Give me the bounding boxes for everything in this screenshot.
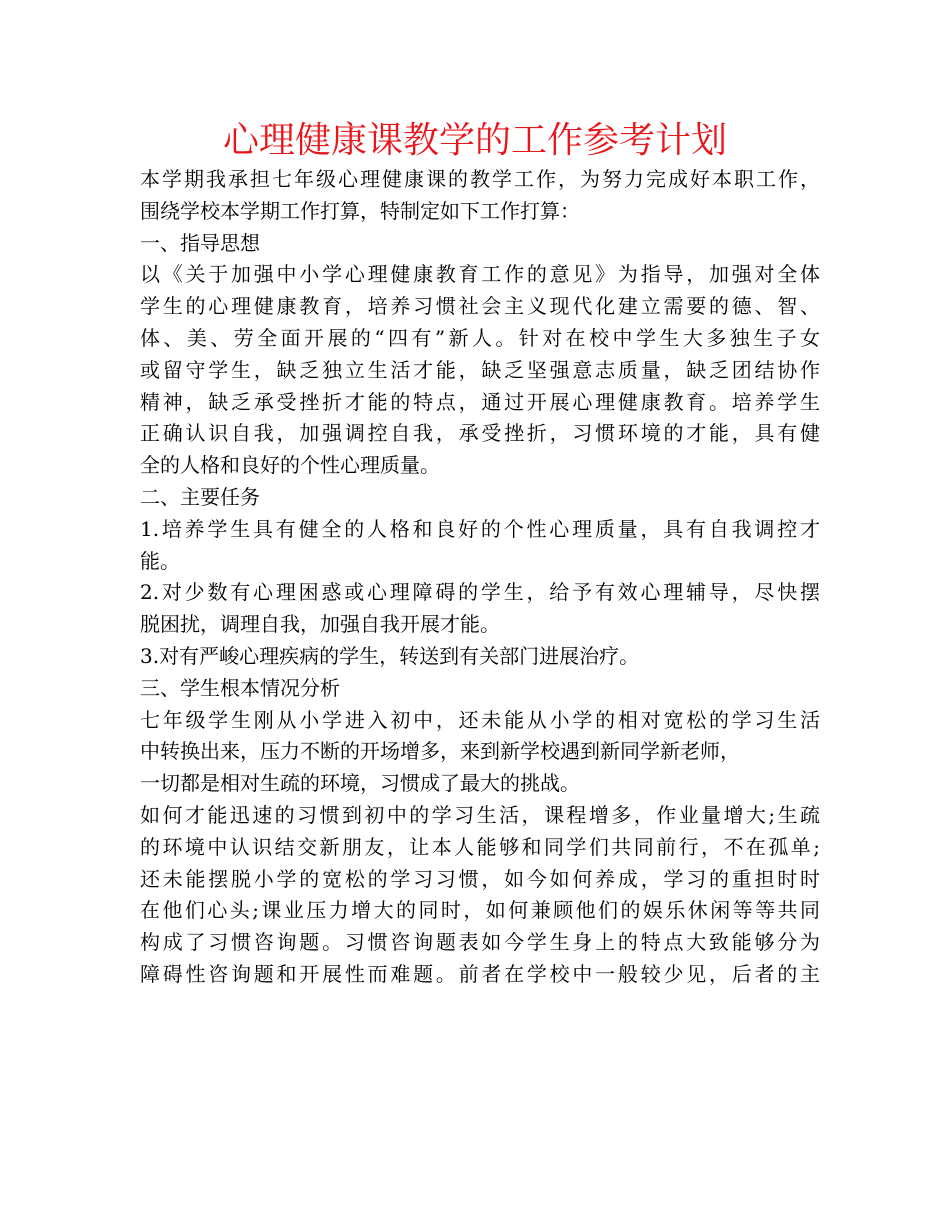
text-line: 如何才能迅速的习惯到初中的学习生活，课程增多，作业量增大;生疏 xyxy=(140,802,820,827)
text-line: 七年级学生刚从小学进入初中，还未能从小学的相对宽松的学习生活 xyxy=(140,707,820,732)
text-line: 在他们心头;课业压力增大的同时，如何兼顾他们的娱乐休闲等等共同 xyxy=(140,898,820,923)
document-body xyxy=(140,164,820,991)
task-item-3: 3.对有严峻心理疾病的学生，转送到有关部门进展治疗。 xyxy=(140,643,640,668)
section-heading-main-tasks: 二、主要任务 xyxy=(140,484,260,509)
task-item-2: 2.对少数有心理困惑或心理障碍的学生，给予有效心理辅导，尽快摆 xyxy=(140,580,820,605)
text-line: 体、美、劳全面开展的“四有”新人。针对在校中学生大多独生子女 xyxy=(140,325,820,350)
text-line-intro-1: 本学期我承担七年级心理健康课的教学工作，为努力完成好本职工作， xyxy=(140,167,820,191)
section-heading-student-analysis: 三、学生根本情况分析 xyxy=(140,675,340,700)
task-item-1: 1.培养学生具有健全的人格和良好的个性心理质量，具有自我调控才 xyxy=(140,516,820,541)
text-line: 或留守学生，缺乏独立生活才能，缺乏坚强意志质量，缺乏团结协作 xyxy=(140,357,820,382)
text-line: 中转换出来，压力不断的开场增多，来到新学校遇到新同学新老师， xyxy=(140,739,740,764)
text-line: 正确认识自我，加强调控自我，承受挫折，习惯环境的才能，具有健 xyxy=(140,421,820,446)
text-line: 构成了习惯咨询题。习惯咨询题表如今学生身上的特点大致能够分为 xyxy=(140,930,820,955)
text-line: 还未能摆脱小学的宽松的学习习惯，如今如何养成，学习的重担时时 xyxy=(140,866,820,891)
text-line: 精神，缺乏承受挫折才能的特点，通过开展心理健康教育。培养学生 xyxy=(140,389,820,414)
text-line: 全的人格和良好的个性心理质量。 xyxy=(140,453,440,478)
task-item-2-cont: 脱困扰，调理自我，加强自我开展才能。 xyxy=(140,612,500,637)
section-heading-guiding-thought: 一、指导思想 xyxy=(140,230,260,255)
text-line: 障碍性咨询题和开展性而难题。前者在学校中一般较少见，后者的主 xyxy=(140,961,820,986)
text-line: 一切都是相对生疏的环境，习惯成了最大的挑战。 xyxy=(140,771,580,796)
text-line-intro-2: 围绕学校本学期工作打算，特制定如下工作打算： xyxy=(140,198,580,223)
task-item-1-cont: 能。 xyxy=(140,548,180,573)
text-line: 学生的心理健康教育，培养习惯社会主义现代化建立需要的德、智、 xyxy=(140,294,820,319)
document-title: 心理健康课教学的工作参考计划 xyxy=(222,120,727,161)
text-line: 的环境中认识结交新朋友，让本人能够和同学们共同前行，不在孤单; xyxy=(140,834,820,859)
text-line: 以《关于加强中小学心理健康教育工作的意见》为指导，加强对全体 xyxy=(140,262,820,287)
